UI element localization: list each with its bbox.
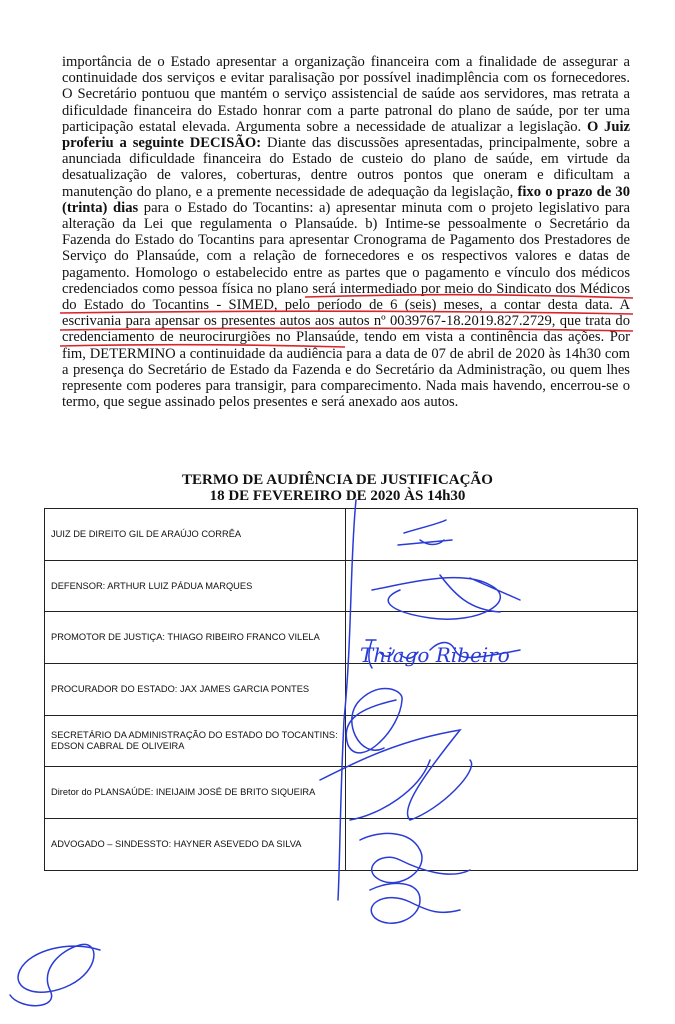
- signature-row: [45, 767, 638, 819]
- signatory-label: PROCURADOR DO ESTADO: JAX JAMES GARCIA PONTES: [45, 664, 346, 716]
- hearing-title: TERMO DE AUDIÊNCIA DE JUSTIFICAÇÃO: [182, 472, 493, 488]
- signature-row: [45, 560, 638, 612]
- promotor-handwritten-name: Thiago Ribeiro: [360, 643, 510, 667]
- signature-cell: [345, 715, 637, 767]
- signature-cell: [345, 819, 637, 871]
- signatory-label: PROMOTOR DE JUSTIÇA: THIAGO RIBEIRO FRANCO VILELA: [45, 612, 346, 664]
- paragraph-decision: Diante das discussões apresentadas, principalmente, sobre a anunciada dificuldade financeira do Estado de custeio do plano de saúde, em virtude da desatualização de valores, coberturas, dentre outros pontos que oneram e dificultam a manutenção do plano, e a premente necessidade de adequação da legislação,: [62, 135, 630, 200]
- paragraph-intro: importância de o Estado apresentar a organização financeira com a finalidade de assegurar a continuidade dos serviços e evitar paralisação por possível inadimplência com os fornecedores. O Secretário pontuou que mantém o serviço assistencial de saúde aos servidores, mas retrata a dificuldade financeira do Estado honrar com a parte patronal do plano de saúde, por ter uma participação estatal elevada. Argumenta sobre a necessidade de atualizar a legislação.: [62, 54, 630, 135]
- signatory-label: Diretor do PLANSAÚDE: INEIJAIM JOSÉ DE BRITO SIQUEIRA: [45, 767, 346, 819]
- signature-row: [45, 715, 638, 767]
- paragraph-orders: para o Estado do Tocantins: a) apresentar minuta com o projeto legislativo para alteração da Lei que regulamenta o Plansaúde. b) Intime-se pessoalmente o Secretário da Fazenda do Estado do Tocantins para apresentar Cronograma de Pagamento dos Prestadores de Serviço do Plansaúde, com a relação de fornecedores e os respectivos valores e datas de pagamento.: [62, 199, 630, 281]
- signatory-label: JUIZ DE DIREITO GIL DE ARAÚJO CORRÊA: [45, 509, 346, 561]
- document-body: [62, 54, 630, 410]
- signature-row: [45, 664, 638, 716]
- signature-cell: [345, 767, 637, 819]
- signature-cell: [345, 509, 637, 561]
- decision-heading: O Juiz proferiu a seguinte DECISÃO:: [62, 118, 630, 152]
- hearing-date: 18 DE FEVEREIRO DE 2020 ÀS 14h30: [209, 488, 466, 504]
- signature-table: [44, 508, 638, 871]
- signatory-label: SECRETÁRIO DA ADMINISTRAÇÃO DO ESTADO DO TOCANTINS: EDSON CABRAL DE OLIVEIRA: [45, 715, 346, 767]
- signatory-label: DEFENSOR: ARTHUR LUIZ PÁDUA MARQUES: [45, 560, 346, 612]
- highlighted-homologation: Homologo o estabelecido entre as partes que o pagamento e vínculo dos médicos credenciados como pessoa física no plano será intermediado por meio do Sindicato dos Médicos do Estado do Tocantins - SIMED, pelo período de 6 (seis) meses, a contar desta data.: [62, 264, 630, 314]
- signature-row: [45, 819, 638, 871]
- signature-row: [45, 612, 638, 664]
- signatory-label: ADVOGADO – SINDESSTO: HAYNER ASEVEDO DA SILVA: [45, 819, 346, 871]
- signature-cell: [345, 560, 637, 612]
- signature-row: [45, 509, 638, 561]
- margin-initials: [10, 944, 100, 1005]
- signature-cell: [345, 612, 637, 664]
- advogado-signature: [370, 883, 460, 923]
- deadline-text: fixo o prazo de 30 (trinta) dias: [62, 183, 630, 216]
- paragraph-closing: A escrivania para apensar os presentes autos aos autos nº 0039767-18.2019.827.2729, que trata do credenciamento de neurocirurgiões no Plansaúde, tendo em vista a continência das ações. Por fim, DETERMINO a continuidade da audiência para a data de 07 de abril de 2020 às 14h30 com a presença do Secretário de Estado da Fazenda e do Secretário da Administração, ou quem lhes represente com poderes para transigir, para comparecimento. Nada mais havendo, encerrou-se o termo, que segue assinado pelos presentes e será anexado aos autos.: [62, 297, 630, 411]
- signature-cell: [345, 664, 637, 716]
